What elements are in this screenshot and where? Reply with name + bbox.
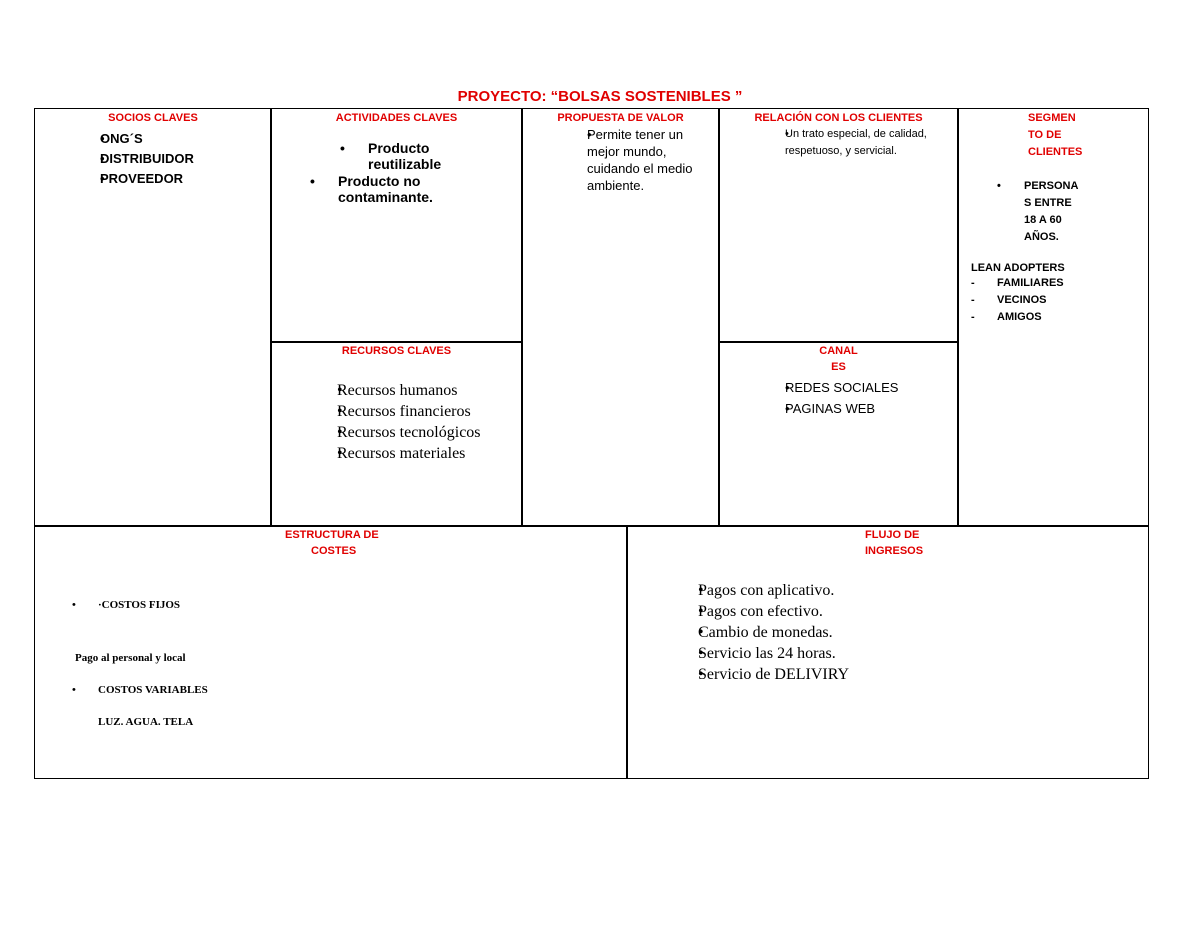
costos-fijos: • ·COSTOS FIJOS — [72, 599, 181, 611]
list-item: • Pagos con efectivo. — [670, 601, 1148, 622]
relacion-clientes-section — [720, 110, 957, 340]
segmento-clientes-section — [959, 110, 1148, 525]
estructura-costes-section — [36, 527, 625, 777]
list-item: • Producto reutilizable — [340, 140, 442, 172]
list-item: • Pagos con aplicativo. — [670, 580, 1148, 601]
list-item: • DISTRIBUIDOR — [74, 149, 270, 169]
list-item: • Servicio las 24 horas. — [670, 643, 1148, 664]
list-item: - FAMILIARES — [971, 275, 1148, 292]
list-item: • Recursos humanos — [310, 380, 521, 401]
actividades-claves-section — [272, 110, 521, 340]
actividades-claves-heading: ACTIVIDADES CLAVES — [335, 112, 458, 124]
recursos-claves-section — [272, 343, 521, 525]
segmento-clientes-heading: SEGMEN TO DE CLIENTES — [1028, 112, 1083, 158]
segmento-item: • PERSONA S ENTRE 18 A 60 AÑOS. — [997, 180, 1079, 243]
list-item: • Recursos tecnológicos — [310, 422, 521, 443]
propuesta-valor-heading: PROPUESTA DE VALOR — [557, 112, 684, 124]
page-title: PROYECTO: “BOLSAS SOSTENIBLES ” — [457, 88, 743, 105]
flujo-ingresos-section — [628, 527, 1148, 777]
list-item: • Servicio de DELIVIRY — [670, 664, 1148, 685]
relacion-clientes-heading: RELACIÓN CON LOS CLIENTES — [754, 112, 923, 124]
list-item: • ONG´S — [74, 129, 270, 149]
costos-variables-detail: LUZ. AGUA. TELA — [98, 716, 194, 728]
list-item: • Un trato especial, de calidad, respetuoso, y servicial. — [760, 126, 955, 160]
costos-variables: • COSTOS VARIABLES — [72, 684, 208, 696]
list-item: • Producto no contaminante. — [310, 173, 433, 205]
list-item: • PROVEEDOR — [74, 169, 270, 189]
recursos-claves-heading: RECURSOS CLAVES — [341, 345, 452, 357]
costos-fijos-detail: Pago al personal y local — [75, 652, 186, 664]
propuesta-valor-section — [523, 110, 718, 525]
list-item: • Recursos financieros — [310, 401, 521, 422]
canales-section — [720, 343, 957, 525]
lean-adopters-label: LEAN ADOPTERS — [971, 262, 1065, 274]
estructura-costes-heading: ESTRUCTURA DE COSTES — [285, 529, 379, 557]
socios-claves-heading: SOCIOS CLAVES — [108, 112, 198, 124]
list-item: • Cambio de monedas. — [670, 622, 1148, 643]
list-item: - VECINOS — [971, 292, 1148, 309]
socios-claves-section — [36, 110, 270, 340]
list-item: - AMIGOS — [971, 309, 1148, 326]
flujo-ingresos-heading: FLUJO DE INGRESOS — [865, 529, 924, 557]
list-item: • Recursos materiales — [310, 443, 521, 464]
list-item: • Permite tener un mejor mundo, cuidando el medio ambiente. — [561, 126, 707, 194]
list-item: • REDES SOCIALES — [760, 377, 957, 398]
list-item: • PAGINAS WEB — [760, 398, 957, 419]
canales-heading: CANAL ES — [819, 345, 858, 373]
